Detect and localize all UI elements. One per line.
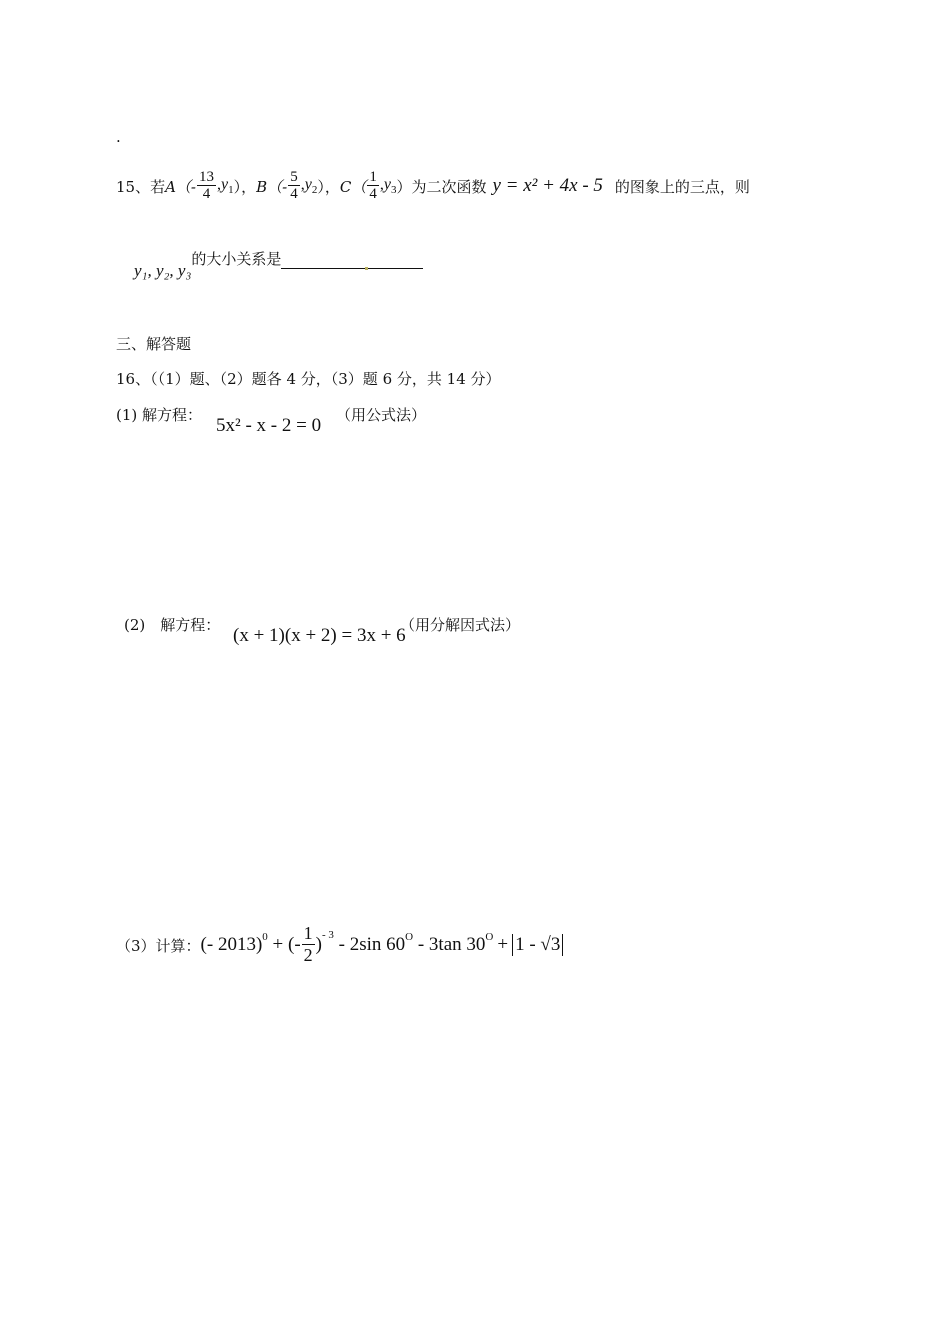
q15-number: 15、若 xyxy=(116,177,166,196)
point-c-y-sub: 3 xyxy=(390,184,397,197)
separator: ）， xyxy=(317,177,340,196)
part-3-label: （3）计算： xyxy=(116,936,201,955)
question-15-line-1: 15、若 A（- $\frac{13}{4}$ $,y_1$ ）， B（- $\frac{5}{4}$ $,y_2$ ）， C（ $\frac{1}{4}$ $,y_3$ ）为二次函数 y = x² + 4x - 5 的图象上的三点，则 xyxy=(116,168,750,203)
fraction-denominator: 4 xyxy=(202,186,211,203)
point-a-y-sub: 1 xyxy=(228,184,234,197)
tan-term: - 3tan 30 xyxy=(413,934,486,955)
fraction-denominator: 4 xyxy=(369,186,377,203)
point-c-y: y xyxy=(383,175,391,193)
point-c-label: C（ xyxy=(339,177,367,196)
sin-term: - 2sin 60 xyxy=(333,934,406,955)
point-b-x-fraction xyxy=(288,169,300,204)
exponent-zero: 0 xyxy=(262,931,268,943)
part-1-equation: 5x² - x - 2 = 0 xyxy=(216,415,322,436)
absolute-value: 1 - √3 xyxy=(512,934,563,956)
question-15-line-2 xyxy=(134,248,423,280)
point-a-label: A（- xyxy=(165,177,196,196)
point-a-x-fraction xyxy=(197,169,216,204)
fraction-numerator: 13 xyxy=(199,168,214,185)
fraction-numerator: 5 xyxy=(290,168,298,185)
y-variables: y₁, y₂, y₃ xyxy=(134,261,192,280)
degree-mark: O xyxy=(405,931,414,943)
question-16-header: 16、（（1）题、（2）题各 4 分，（3）题 6 分，共 14 分） xyxy=(116,370,501,388)
fraction-denominator: 2 xyxy=(303,945,313,966)
quadratic-function: y = x² + 4x - 5 xyxy=(492,175,603,196)
point-b-label: B（- xyxy=(256,177,288,196)
separator: ）， xyxy=(233,177,257,196)
answer-blank[interactable] xyxy=(281,254,423,269)
part-2-label: (2) 解方程： xyxy=(124,616,221,634)
section-title: 三、解答题 xyxy=(116,335,192,353)
part-1-label: (1) 解方程： xyxy=(116,406,203,424)
q15-close-text: ）为二次函数 xyxy=(396,177,487,196)
close-paren: ) xyxy=(315,934,322,955)
point-b-y-sub: 2 xyxy=(311,184,318,197)
part-2-method: （用分解因式法） xyxy=(400,616,521,634)
point-a-y: y xyxy=(221,175,229,193)
plus-paren: + (- xyxy=(267,934,301,955)
degree-mark: O xyxy=(485,931,494,943)
part-1-method: （用公式法） xyxy=(336,406,427,424)
fraction-numerator: 1 xyxy=(303,923,313,944)
part-2-equation: (x + 1)(x + 2) = 3x + 6 xyxy=(233,625,406,646)
q15-ask-text: 的大小关系是 xyxy=(191,250,282,268)
fraction-denominator: 4 xyxy=(290,186,298,203)
blank-dot xyxy=(365,267,368,270)
q15-tail-text: 的图象上的三点，则 xyxy=(614,177,750,196)
exponent-neg-3: - 3 xyxy=(321,929,334,941)
term-neg-2013: (- 2013) xyxy=(200,934,263,955)
point-b-y: y xyxy=(304,175,312,193)
point-c-x-fraction xyxy=(367,169,379,204)
fraction-numerator: 1 xyxy=(369,168,377,185)
half-fraction xyxy=(302,924,315,965)
part-3-line: （3）计算： (- 2013) $^0$ + (- $\frac{1}{2}$ ) $^{- 3}$ - 2sin 60 $^O$ - 3tan 30 $^O$ + 1 - √3 xyxy=(116,920,563,970)
stray-mark: . xyxy=(116,128,121,146)
